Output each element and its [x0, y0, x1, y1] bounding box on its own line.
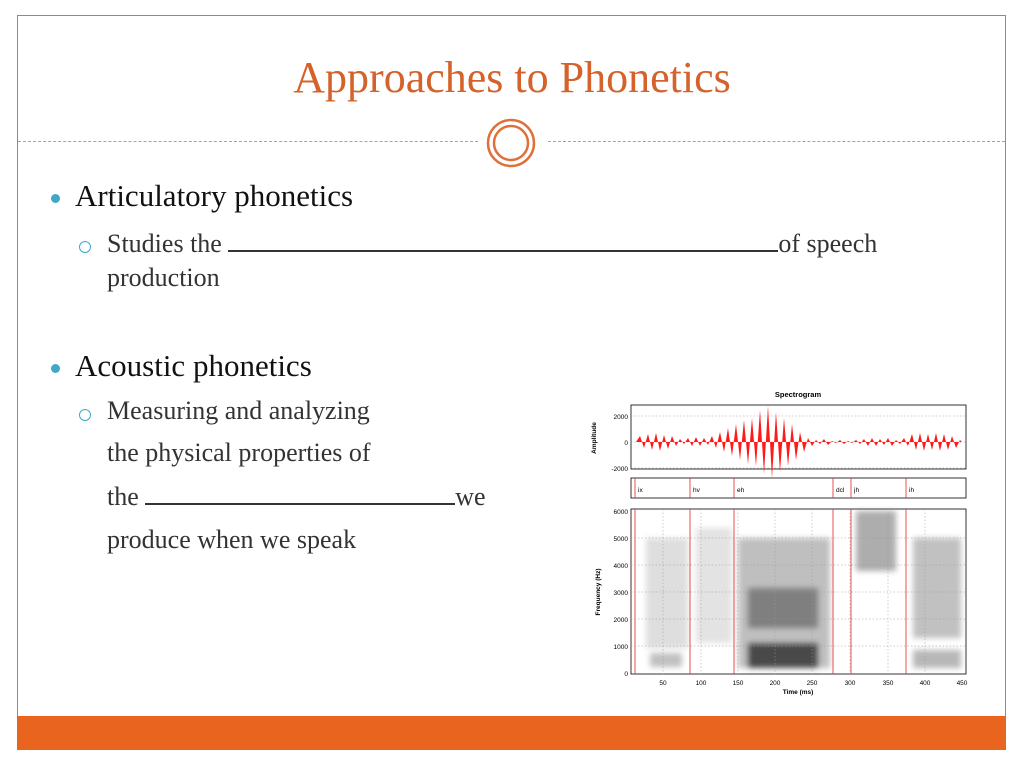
bullet-acoustic: Acoustic phonetics: [75, 348, 312, 383]
sub-text: Studies the: [107, 229, 229, 258]
spec-xtick: 100: [695, 680, 707, 687]
spec-ytick: 0: [624, 671, 628, 678]
spec-ytick: 6000: [613, 509, 628, 516]
sub-text: we: [455, 482, 486, 511]
bullet-articulatory: Articulatory phonetics: [75, 178, 354, 213]
spec-xlabel: Time (ms): [782, 689, 814, 696]
bullet-dot-icon: [51, 364, 60, 373]
wave-ytick: -2000: [611, 466, 628, 473]
spec-ytick: 3000: [613, 590, 628, 597]
segment-label: ih: [909, 487, 915, 494]
spec-xtick: 350: [882, 680, 894, 687]
spectrogram-figure: [588, 388, 978, 710]
spec-xtick: 300: [844, 680, 856, 687]
spec-ylabel: Frequency (Hz): [595, 568, 602, 616]
spec-xtick: 450: [956, 680, 968, 687]
spec-ytick: 5000: [613, 536, 628, 543]
answer-blank: [228, 249, 778, 252]
spec-ytick: 2000: [613, 617, 628, 624]
sub-bullet-articulatory-line2: production: [107, 263, 220, 292]
sub-bullet-acoustic-line2: the physical properties of: [107, 438, 371, 467]
spec-xtick: 250: [806, 680, 818, 687]
wave-ylabel: Amplitude: [591, 422, 598, 454]
sub-bullet-articulatory-line1: [107, 229, 877, 259]
sub-bullet-acoustic-line4: produce when we speak: [107, 525, 357, 554]
sub-bullet-acoustic-line3: [107, 482, 486, 512]
spec-xtick: 400: [919, 680, 931, 687]
sub-text: the: [107, 482, 146, 511]
sub-bullet-circle-icon: [79, 241, 91, 253]
spec-ytick: 4000: [613, 563, 628, 570]
waveform-panel: [631, 405, 966, 469]
wave-ytick: 0: [624, 440, 628, 447]
figure-title: Spectrogram: [774, 390, 822, 399]
bullet-dot-icon: [51, 194, 60, 203]
ring-ornament-icon: [485, 117, 537, 169]
spec-xtick: 50: [659, 680, 667, 687]
spec-xtick: 150: [732, 680, 744, 687]
segment-strip: [631, 478, 966, 498]
spec-xtick: 200: [769, 680, 781, 687]
slide-title: Approaches to Phonetics: [293, 53, 731, 102]
footer-bar: [17, 716, 1006, 750]
sub-text: of speech: [778, 229, 878, 258]
answer-blank: [145, 502, 455, 505]
sub-bullet-circle-icon: [79, 409, 91, 421]
wave-ytick: 2000: [613, 414, 628, 421]
divider-left: [18, 141, 478, 142]
sub-bullet-acoustic-line1: Measuring and analyzing: [107, 396, 370, 425]
segment-label: dcl: [836, 487, 845, 494]
segment-label: ix: [638, 487, 643, 494]
divider-right: [548, 141, 1005, 142]
segment-label: jh: [854, 487, 860, 494]
segment-label: eh: [737, 487, 745, 494]
spec-ytick: 1000: [613, 644, 628, 651]
segment-label: hv: [693, 487, 700, 494]
